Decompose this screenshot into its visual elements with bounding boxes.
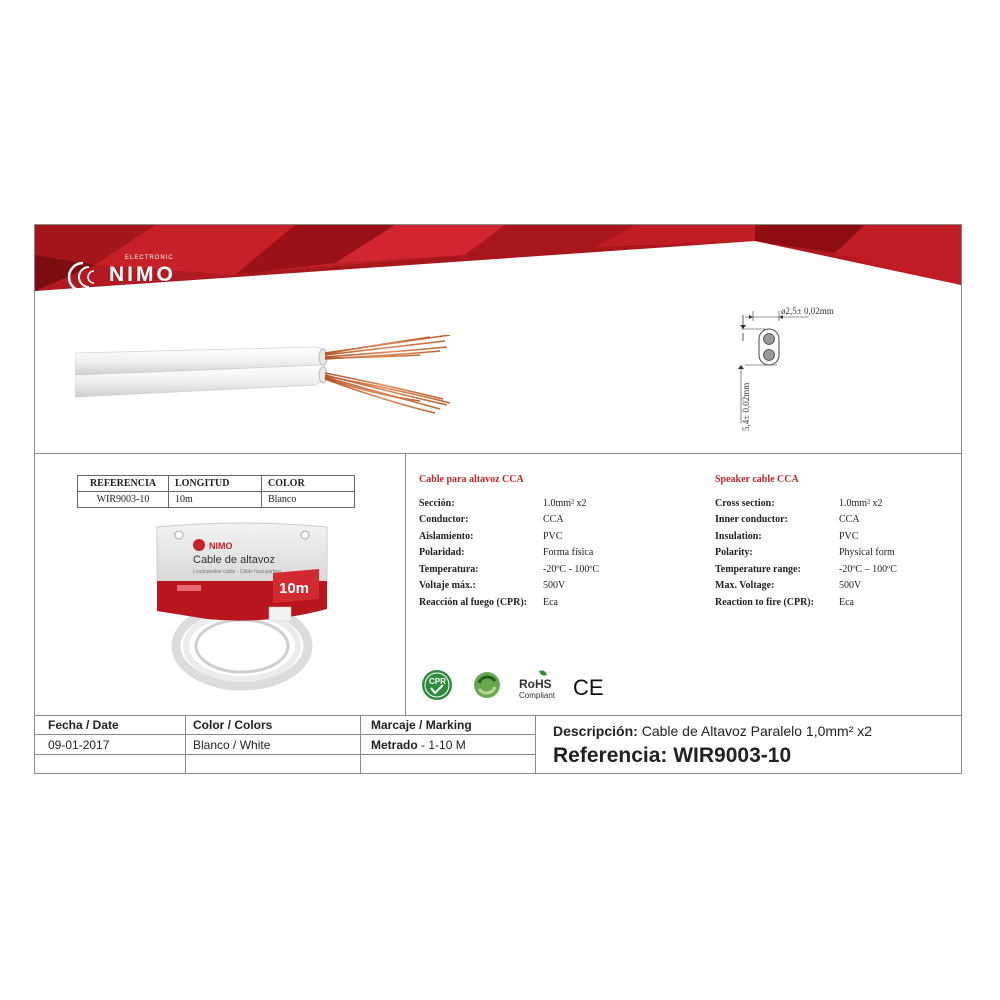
spec-value: -20ºC - 100ºC xyxy=(543,563,600,575)
spec-value: 1.0mm² x2 xyxy=(839,497,883,509)
brand-logo xyxy=(61,253,201,301)
spec-key: Inner conductor: xyxy=(715,514,788,526)
spec-value: CCA xyxy=(543,514,564,526)
color-cell: Blanco xyxy=(262,492,355,508)
spec-value: 1.0mm² x2 xyxy=(543,497,587,509)
package-brand: NIMO xyxy=(209,541,233,551)
cable-photo xyxy=(75,335,495,435)
diameter-label: ø2,5± 0,02mm xyxy=(781,306,834,316)
package-title: Cable de altavoz xyxy=(193,554,275,566)
spec-row xyxy=(715,545,969,562)
divider-top xyxy=(35,453,961,454)
spec-row xyxy=(715,495,969,512)
date-value: 09-01-2017 xyxy=(48,738,110,752)
product-table-header xyxy=(78,476,355,492)
spec-value: Physical form xyxy=(839,547,895,559)
spec-value: PVC xyxy=(543,530,563,542)
spec-key: Aislamiento: xyxy=(419,530,474,542)
spec-value: Eca xyxy=(543,596,558,608)
reference-value: WIR9003-10 xyxy=(673,744,792,767)
description-label: Descripción: xyxy=(553,723,638,739)
header-cell: REFERENCIA xyxy=(78,476,169,492)
spec-title-es: Cable para altavoz CCA xyxy=(419,474,524,485)
package-length-badge: 10m xyxy=(279,580,310,597)
certification-badges xyxy=(421,669,631,705)
marking-value: - 1-10 M xyxy=(421,738,466,752)
cpr-label: CPR xyxy=(429,677,446,686)
spec-row xyxy=(419,578,673,595)
footer-col-divider xyxy=(535,715,536,773)
spec-row xyxy=(715,512,969,529)
spec-key: Reacción al fuego (CPR): xyxy=(419,596,528,608)
spec-key: Conductor: xyxy=(419,514,469,526)
spec-key: Sección: xyxy=(419,497,455,509)
cpr-icon xyxy=(422,670,452,700)
spec-row xyxy=(419,545,673,562)
spec-key: Polarity: xyxy=(715,547,753,559)
spec-sheet xyxy=(34,224,962,774)
spec-key: Max. Voltage: xyxy=(715,580,775,592)
spec-value: PVC xyxy=(839,530,859,542)
cable-dimension-drawing xyxy=(705,303,885,443)
rohs-label: RoHS xyxy=(519,677,552,691)
spec-value: 500V xyxy=(839,580,862,592)
spec-row xyxy=(715,561,969,578)
spec-row xyxy=(715,578,969,595)
footer-header-line xyxy=(35,734,535,735)
spec-value: -20ºC – 100ºC xyxy=(839,563,897,575)
rohs-icon xyxy=(519,671,556,701)
marking-row xyxy=(371,738,466,752)
color-header: Color / Colors xyxy=(193,718,273,732)
spec-key: Temperatura: xyxy=(419,563,479,575)
date-header: Fecha / Date xyxy=(48,718,119,732)
package-subtitle: Loudspeaker cable · Câble haut-parleur xyxy=(193,569,282,575)
spec-key: Polaridad: xyxy=(419,547,465,559)
footer-col-divider xyxy=(360,715,361,773)
spec-row xyxy=(419,594,673,611)
spec-row xyxy=(715,594,969,611)
description xyxy=(553,723,872,739)
spec-value: CCA xyxy=(839,514,860,526)
color-value: Blanco / White xyxy=(193,738,271,752)
header-cell: LONGITUD xyxy=(169,476,262,492)
spec-row xyxy=(715,528,969,545)
divider-middle xyxy=(405,454,406,715)
spec-key: Reaction to fire (CPR): xyxy=(715,596,814,608)
header-cell: COLOR xyxy=(262,476,355,492)
footer-top-line xyxy=(35,715,961,716)
footer-col-divider xyxy=(185,715,186,773)
brand-name: NIMO xyxy=(109,263,176,286)
spec-row xyxy=(419,512,673,529)
marking-label: Metrado xyxy=(371,738,418,752)
reference xyxy=(553,744,791,768)
ce-label: CE xyxy=(573,675,604,700)
reference-label: Referencia: xyxy=(553,744,668,767)
rohs-compliant-label: Compliant xyxy=(519,691,556,700)
spec-row xyxy=(419,495,673,512)
table-row xyxy=(78,492,355,508)
spec-title-en: Speaker cable CCA xyxy=(715,474,799,485)
spec-key: Insulation: xyxy=(715,530,762,542)
description-value: Cable de Altavoz Paralelo 1,0mm² x2 xyxy=(641,723,873,739)
spec-row xyxy=(419,561,673,578)
product-table xyxy=(77,475,355,508)
marking-header: Marcaje / Marking xyxy=(371,718,472,732)
spec-value: 500V xyxy=(543,580,566,592)
footer-value-line xyxy=(35,754,535,755)
spec-value: Eca xyxy=(839,596,854,608)
spec-value: Forma física xyxy=(543,547,594,559)
package-image xyxy=(147,521,337,691)
spec-row xyxy=(419,528,673,545)
length-cell: 10m xyxy=(169,492,262,508)
spec-block-es xyxy=(419,474,673,611)
reference-cell: WIR9003-10 xyxy=(78,492,169,508)
spec-key: Voltaje máx.: xyxy=(419,580,476,592)
spec-block-en xyxy=(715,474,969,611)
spec-key: Cross section: xyxy=(715,497,775,509)
ce-icon xyxy=(573,675,604,700)
width-label: 5,4± 0,02mm xyxy=(741,382,751,431)
brand-tagline: ELECTRONIC xyxy=(125,255,174,261)
recycle-icon xyxy=(474,672,500,698)
spec-key: Temperature range: xyxy=(715,563,801,575)
